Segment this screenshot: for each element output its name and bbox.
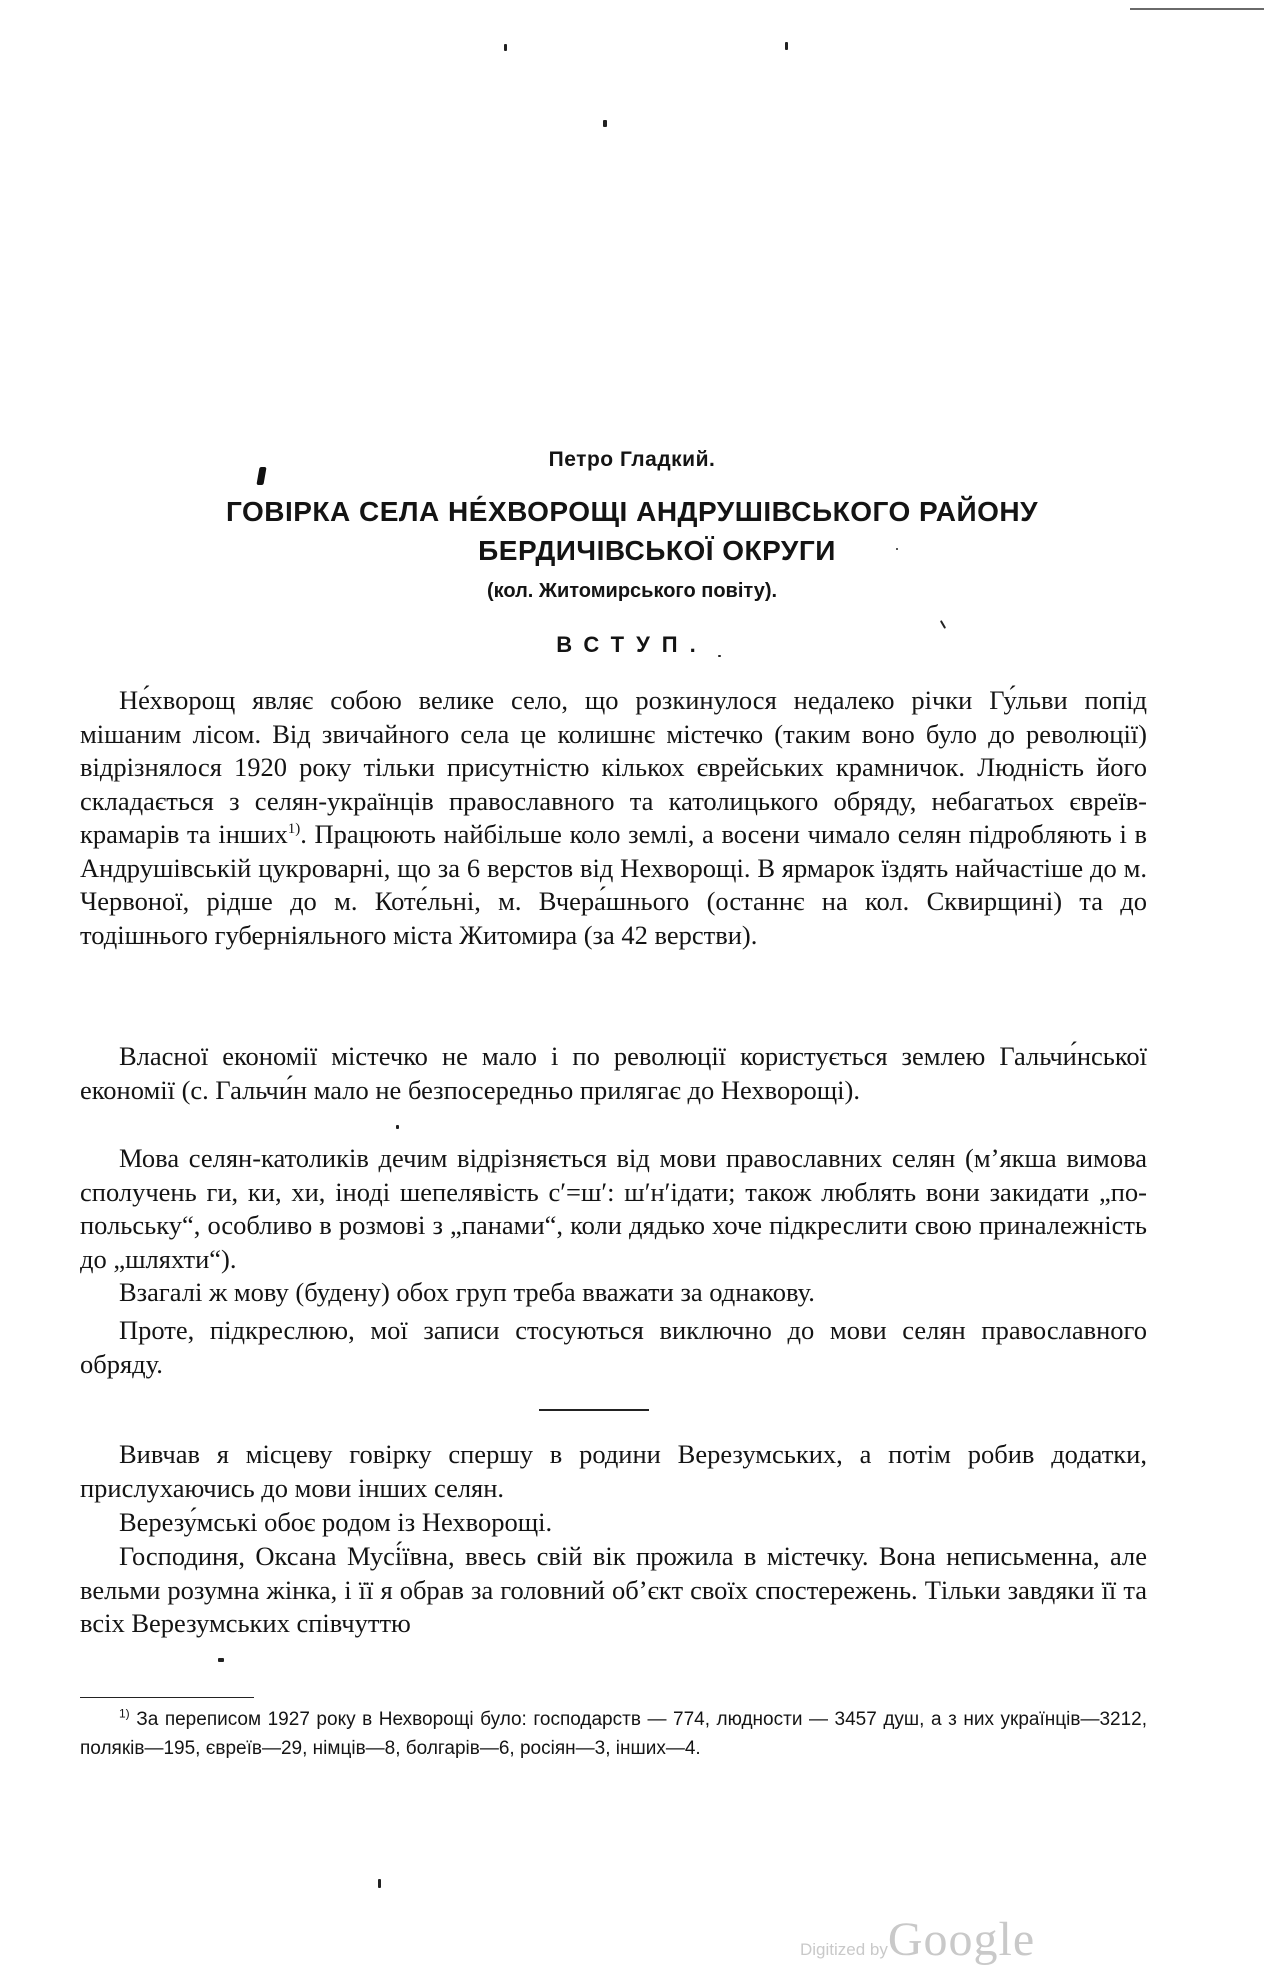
- footnote-reference[interactable]: 1): [287, 821, 301, 838]
- scan-speck: [940, 620, 946, 629]
- article-title-line-2: БЕРДИЧІВСЬКОЇ ОКРУГИ: [478, 535, 836, 566]
- scan-speck: [603, 120, 607, 127]
- top-edge-rule: [1130, 8, 1264, 10]
- paragraph-1-text: Не́хворощ являє собою велике село, що розкинулося недалеко річки Гу́льви попід мішаним лісом. Від звичайного села це колишнє містечко (таким воно було до революції) відрізнялося 1920 року тільки присутністю кількох єврейських крамничок. Людність його складається з селян-українців православного та католицького обряду, небагатьох євреїв-крамарів та інших: [80, 685, 1147, 849]
- scan-speck: [785, 42, 788, 50]
- article-subtitle: (кол. Житомирського повіту).: [486, 580, 778, 602]
- footnote-marker: 1): [119, 1706, 130, 1721]
- footnote-rule: [80, 1697, 254, 1698]
- paragraph-4: Взагалі ж мову (будену) обох груп треба вважати за однакову.: [119, 1277, 815, 1307]
- paragraph-3: Мова селян-католиків дечим відрізняється від мови православних селян (м’якша вимова сполучень ги, ки, хи, іноді шепелявість с′=ш′: ш′н′ідати; також люблять вони закидати „по-польську“, особливо в розмові з „панами“, коли дядько хоче підкреслити свою приналежність до „шляхти“).: [80, 1143, 1147, 1274]
- paragraph-5: Проте, підкреслюю, мої записи стосуються виключно до мови селян православного обряду.: [80, 1315, 1147, 1379]
- footnote: [80, 1705, 1147, 1763]
- watermark-prefix: Digitized by: [800, 1940, 888, 1959]
- scan-speck: [378, 1879, 381, 1888]
- author-name: Петро Гладкий.: [548, 448, 716, 471]
- paragraph-1: [80, 684, 1147, 952]
- paragraph-1-continuation: . Працюють найбільше коло землі, а восени чимало селян підробляють і в Андрушівській цукроварні, що за 6 верстов від Нехворощі. В ярмарок їздять найчастіше до м. Червоної, рідше до м. Коте́льні, м. Вчера́шнього (останнє на кол. Сквирщині) та до тодішнього губерніяльного міста Житомира (за 42 верстви).: [80, 819, 1147, 950]
- section-separator: [539, 1409, 649, 1411]
- footnote-text: За переписом 1927 року в Нехворощі було: господарств — 774, людности — 3457 душ, а з них українців—3212, поляків—195, євреїв—29, німців—8, болгарів—6, росіян—3, інших—4.: [80, 1709, 1148, 1759]
- scan-speck: [396, 1125, 399, 1129]
- paragraph-6: Вивчав я місцеву говірку спершу в родини Верезумських, а потім робив додатки, прислухаючись до мови інших селян.: [80, 1439, 1147, 1503]
- paragraph-2: Власної економії містечко не мало і по революції користується землею Гальчи́нської економії (с. Гальчи́н мало не безпосередньо прилягає до Нехворощі).: [80, 1041, 1147, 1105]
- watermark-brand: Google: [887, 1913, 1036, 1966]
- paragraph-7: Верезу́мські обоє родом із Нехворощі.: [119, 1507, 553, 1537]
- scan-speck: [504, 44, 507, 51]
- digitized-watermark: [800, 1912, 1035, 1967]
- article-title-line-1: ГОВІРКА СЕЛА НЕ́ХВОРОЩІ АНДРУШІВСЬКОГО РАЙОНУ: [225, 496, 1039, 527]
- paragraph-8: Господиня, Оксана Мусі́ївна, ввесь свій вік прожила в містечку. Вона неписьменна, але вельми розумна жінка, і її я обрав за головний об’єкт своїх спостережень. Тільки завдяки її та всіх Верезумських співчуттю: [80, 1541, 1147, 1638]
- scan-speck: [218, 1658, 224, 1662]
- section-heading: ВСТУП.: [556, 632, 708, 657]
